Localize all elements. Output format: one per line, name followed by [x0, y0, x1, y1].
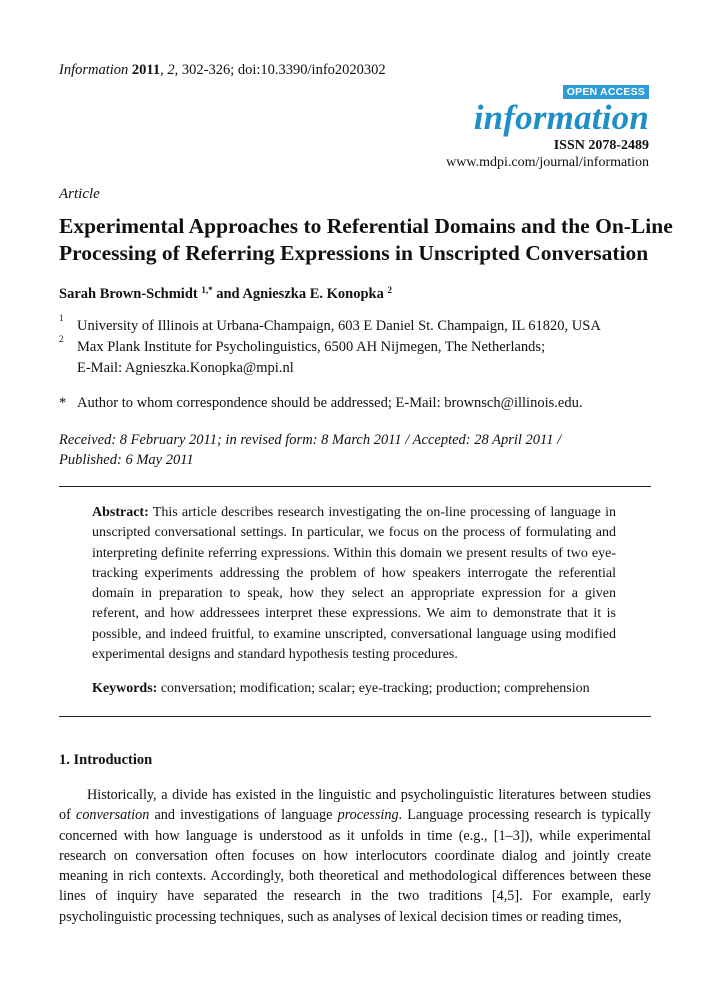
abstract-text: This article describes research investigating the on-line processing of language in unscripted conversational settings. In particular, we focus on the process of formulating and interpreting definite referring expressions. Within this domain we present results of two eye-tracking experiments addressing the problem of how speakers interrogate the referential domain in preparation to speak, how they select an appropriate expression for a given referent, and how addressees interpret these expressions. We aim to demonstrate that it is possible, and indeed fruitful, to examine unscripted, conversational language using modified experimental designs and standard hypothesis testing procedures.: [92, 505, 616, 663]
abstract-label: Abstract:: [92, 505, 149, 520]
intro-text-part-2: and investigations of language: [149, 807, 338, 824]
author-list: [59, 286, 392, 303]
author-2: and Agnieszka E. Konopka: [212, 286, 384, 302]
open-access-badge: OPEN ACCESS: [563, 85, 649, 99]
keywords-label: Keywords:: [92, 681, 158, 696]
author-1-affil: 1,: [201, 285, 209, 295]
journal-name: Information: [59, 62, 129, 78]
journal-citation-rest: , 302-326; doi:10.3390/info2020302: [174, 62, 386, 78]
corresponding-text: Author to whom correspondence should be addressed; E-Mail: brownsch@illinois.edu.: [77, 395, 583, 411]
article-title: [59, 213, 673, 267]
title-line-1: Experimental Approaches to Referential Domains and the On-Line: [59, 214, 673, 238]
abstract-top-rule: [59, 486, 651, 487]
abstract-bottom-rule: [59, 716, 651, 717]
journal-url[interactable]: www.mdpi.com/journal/information: [446, 155, 649, 170]
publication-dates: [59, 430, 659, 470]
keywords: [92, 681, 622, 697]
intro-text-part-1: Historically, a divide has existed in the linguistic and psycholinguistic literatures between studies of: [59, 787, 651, 824]
intro-text-part-3: . Language processing research is typically concerned with how language is understood as it unfolds in time (e.g., [1–3]), while experimental research on conversation often focuses on how interlocutors coordinate dialog and jointly create meaning in rich contexts. Accordingly, both theoretical and methodological differences between these lines of inquiry have separated the research in the two traditions [4,5]. For example, early psycholinguistic processing techniques, such as analyses of lexical decision times or reading times,: [59, 807, 652, 925]
intro-emphasis-conversation: conversation: [76, 807, 150, 824]
dates-line-2: Published: 6 May 2011: [59, 452, 194, 468]
title-line-2: Processing of Referring Expressions in Unscripted Conversation: [59, 241, 649, 265]
corresponding-mark: *: [208, 285, 213, 295]
article-type: Article: [59, 186, 100, 202]
journal-logo: information: [473, 98, 649, 137]
author-1: Sarah Brown-Schmidt: [59, 286, 198, 302]
intro-paragraph: [59, 785, 651, 927]
keywords-text: conversation; modification; scalar; eye-tracking; production; comprehension: [157, 681, 590, 696]
journal-citation: Information 2011, 2, 302-326; doi:10.3390/info2020302: [59, 62, 386, 78]
affiliation-2-email[interactable]: E-Mail: Agnieszka.Konopka@mpi.nl: [77, 360, 294, 376]
abstract: [92, 503, 616, 665]
corresponding-star: *: [59, 395, 67, 411]
intro-emphasis-processing: processing: [337, 807, 399, 824]
affiliation-1-text: University of Illinois at Urbana-Champaign, 603 E Daniel St. Champaign, IL 61820, USA: [77, 318, 601, 334]
journal-volume: 2: [167, 62, 175, 78]
author-2-affil: 2: [387, 285, 392, 295]
journal-year: 2011: [131, 62, 161, 78]
section-heading: 1. Introduction: [59, 752, 153, 768]
issn: ISSN 2078-2489: [553, 138, 649, 153]
affiliation-2-text: Max Plank Institute for Psycholinguistics, 6500 AH Nijmegen, The Netherlands;: [77, 339, 546, 355]
affiliation-2-number: 2: [59, 334, 64, 344]
affiliation-1-number: 1: [59, 313, 64, 323]
dates-line-1: Received: 8 February 2011; in revised form: 8 March 2011 / Accepted: 28 April 2011 /: [59, 432, 562, 448]
